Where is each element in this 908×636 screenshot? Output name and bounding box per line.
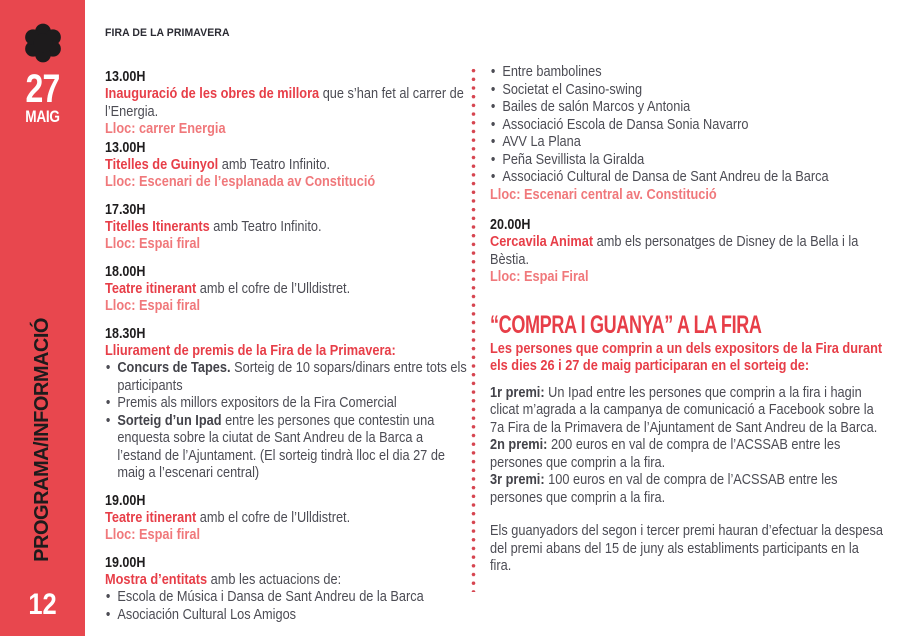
- bullet-text: Premis als millors expositors de la Fira Comercial: [117, 395, 397, 411]
- page-kicker: FIRA DE LA PRIMAVERA: [105, 27, 230, 39]
- schedule-item: [105, 139, 470, 192]
- event-detail: que s’han fet al carrer de l’Energia.: [105, 86, 464, 120]
- list-item: [117, 413, 470, 483]
- event-title: Mostra d’entitats: [105, 571, 208, 588]
- event-title: Inauguració de les obres de millora: [105, 86, 320, 102]
- event-time: 18.00H: [105, 262, 146, 280]
- event-location: Lloc: Espai firal: [105, 236, 201, 252]
- schedule-column-left: [105, 68, 470, 624]
- event-bullet-list: [105, 360, 470, 483]
- bullet-text: Entre bambolines: [502, 64, 602, 80]
- event-title: Lliurament de premis de la Fira de la Primavera:: [105, 342, 396, 359]
- event-location: Lloc: Escenari de l’esplanada av Constitució: [105, 174, 376, 190]
- event-time: 18.30H: [105, 324, 146, 342]
- event-title: Cercavila Animat: [490, 234, 594, 250]
- list-item: [117, 360, 470, 395]
- event-detail: amb els personatges de Disney de la Bella i la Bèstia.: [490, 234, 859, 268]
- event-location: Lloc: Espai firal: [105, 527, 201, 543]
- event-time: 13.00H: [105, 68, 146, 85]
- bullet-text: entre les persones que contestin una enquesta sobre la ciutat de Sant Andreu de la Barca a l’estand de l’Ajuntament. (El sorteig tindrà lloc el dia 27 de maig a l’escenari central): [117, 412, 446, 481]
- event-title: Teatre itinerant: [105, 280, 197, 297]
- event-description: [490, 234, 883, 269]
- event-title: Titelles Itinerants: [105, 218, 210, 235]
- event-description: [105, 219, 470, 237]
- prize-text: 200 euros en val de compra de l’ACSSAB entre les persones que comprin a la fira.: [490, 437, 841, 471]
- prize-label: 2n premi:: [490, 437, 548, 453]
- event-location: Lloc: carrer Energia: [105, 121, 226, 137]
- schedule-item: [490, 216, 883, 287]
- event-description: [105, 86, 470, 121]
- event-title: Teatre itinerant: [105, 509, 197, 526]
- prize-text: 100 euros en val de compra de l’ACSSAB entre les persones que comprin a la fira.: [490, 472, 838, 506]
- prize-item: [490, 437, 883, 472]
- prize-item: [490, 385, 883, 438]
- schedule-column-right: [490, 64, 883, 576]
- section-label: PROGRAMA/INFORMACIÓ: [31, 318, 53, 562]
- bullet-text: Peña Sevillista la Giralda: [502, 151, 645, 168]
- bullet-text: Associació Escola de Dansa Sonia Navarro: [502, 116, 749, 133]
- event-detail: amb el cofre de l’Ulldistret.: [196, 280, 351, 297]
- prize-text: Un Ipad entre les persones que comprin a la fira i hagin clicat m’agrada a la campanya de comunicació a Facebook sobre la 7a Fira de la Primavera de l’Ajuntament de Sant Andreu de la Barca.: [490, 384, 878, 436]
- list-item: [117, 395, 470, 413]
- event-time: 19.00H: [105, 553, 146, 571]
- bullet-text: AVV La Plana: [502, 134, 581, 150]
- entities-list: [490, 64, 883, 187]
- event-time: 20.00H: [490, 216, 531, 233]
- list-item: [502, 152, 883, 170]
- schedule-item: [105, 263, 470, 316]
- compra-note-text: Els guanyadors del segon i tercer premi hauran d’efectuar la despesa del premi abans del 15 de juny als establiments participants en la fira.: [490, 523, 883, 574]
- list-item: [117, 607, 470, 625]
- date-day: 27: [25, 67, 60, 111]
- event-description: [105, 572, 470, 590]
- bullet-text: Bailes de salón Marcos y Antonia: [502, 99, 691, 115]
- list-item: [502, 99, 883, 117]
- schedule-item: [105, 201, 470, 254]
- prizes-list: [490, 385, 883, 508]
- event-detail: amb el cofre de l’Ulldistret.: [196, 509, 351, 526]
- event-title: Titelles de Guinyol: [105, 156, 219, 173]
- bullet-text: Asociación Cultural Los Amigos: [117, 606, 297, 623]
- list-item: [502, 134, 883, 152]
- schedule-item: [105, 68, 470, 139]
- list-item: [502, 82, 883, 100]
- sidebar: [0, 0, 85, 636]
- list-item: [502, 117, 883, 135]
- schedule-item: [105, 325, 470, 483]
- list-item: [502, 64, 883, 82]
- date-month: MAIG: [25, 107, 60, 126]
- event-time: 13.00H: [105, 138, 146, 156]
- page-number: 12: [28, 588, 57, 621]
- compra-section-heading: “COMPRA I GUANYA” A LA FIRA: [490, 310, 762, 339]
- event-time: 17.30H: [105, 200, 146, 218]
- prize-label: 3r premi:: [490, 472, 545, 488]
- bullet-bold-text: Concurs de Tapes.: [117, 360, 231, 376]
- event-detail: amb les actuacions de:: [207, 571, 342, 588]
- column-divider-dotted: [471, 68, 476, 592]
- event-time: 19.00H: [105, 491, 146, 509]
- event-description: [105, 343, 470, 361]
- prize-label: 1r premi:: [490, 384, 545, 401]
- schedule-item: [105, 554, 470, 625]
- compra-lead-text: Les persones que comprin a un dels expositors de la Fira durant els dies 26 i 27 de maig participaran en el sorteig de:: [490, 340, 883, 374]
- event-description: [105, 510, 470, 528]
- event-location: Lloc: Espai firal: [105, 298, 201, 314]
- list-item: [117, 589, 470, 607]
- bullet-bold-text: Sorteig d’un Ipad: [117, 412, 222, 429]
- event-location: Lloc: Escenari central av. Constitució: [490, 186, 717, 203]
- bullet-text: Associació Cultural de Dansa de Sant Andreu de la Barca: [502, 169, 829, 185]
- bullet-text: Sorteig de 10 sopars/dinars entre tots els participants: [117, 360, 467, 394]
- list-item: [502, 169, 883, 187]
- section-label-wrap: [0, 318, 85, 562]
- event-detail: amb Teatro Infinito.: [209, 218, 322, 235]
- event-description: [105, 157, 470, 175]
- event-detail: amb Teatro Infinito.: [218, 156, 331, 173]
- event-bullet-list: [105, 589, 470, 624]
- event-description: [105, 281, 470, 299]
- bullet-text: Escola de Música i Dansa de Sant Andreu de la Barca: [117, 589, 424, 605]
- flower-icon: [22, 22, 64, 64]
- bullet-text: Societat el Casino-swing: [502, 81, 643, 98]
- event-location: Lloc: Espai Firal: [490, 269, 589, 285]
- schedule-item: [105, 492, 470, 545]
- prize-item: [490, 472, 883, 507]
